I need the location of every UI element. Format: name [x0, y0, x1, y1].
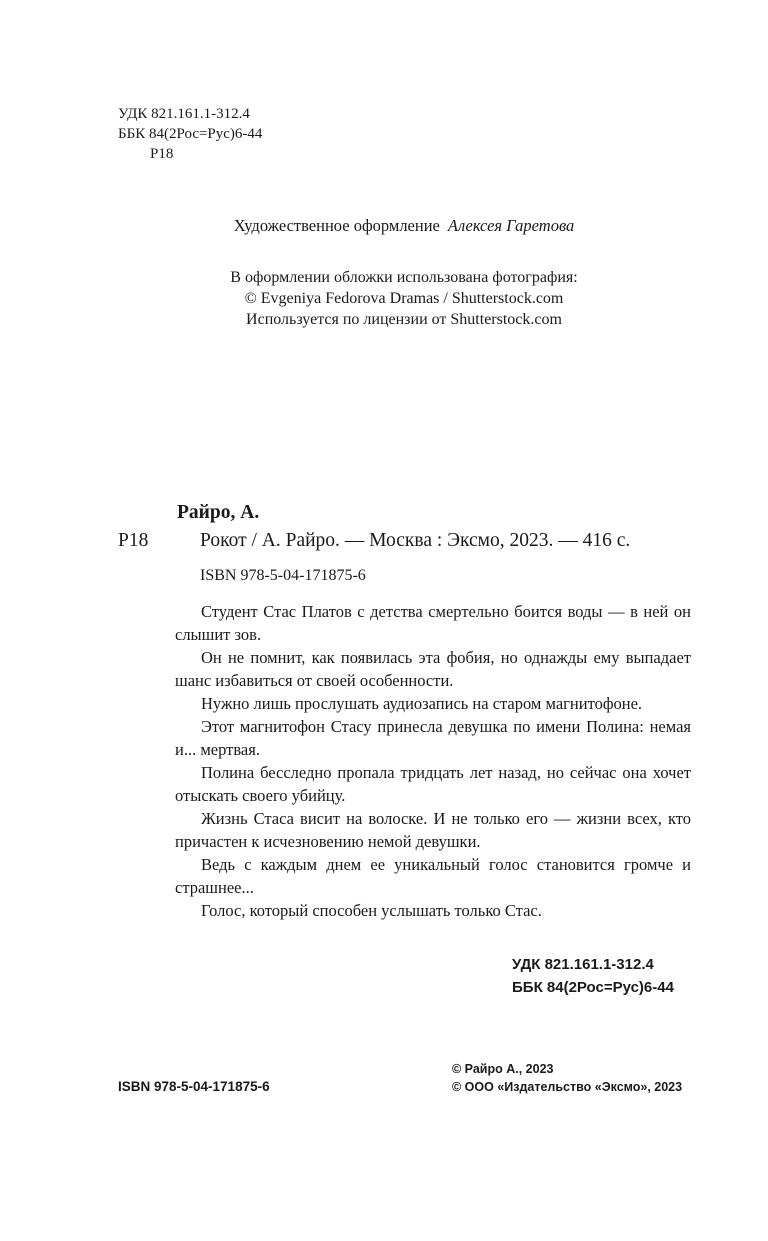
photo-credit-line-3: Используется по лицензии от Shutterstock.com [246, 311, 562, 328]
photo-credit-line-2: © Evgeniya Fedorova Dramas / Shutterstock.com [244, 290, 564, 307]
annotation-paragraph: Ведь с каждым днем ее уникальный голос становится громче и страшнее... [175, 855, 691, 897]
annotation-paragraph: Полина бесследно пропала тридцать лет назад, но сейчас она хочет отыскать своего убийцу. [175, 763, 691, 805]
annotation-paragraph: Голос, который способен услышать только Стас. [201, 901, 542, 920]
annotation-paragraph: Нужно лишь прослушать аудиозапись на старом магнитофоне. [201, 694, 643, 713]
design-credit [0, 215, 768, 237]
udk-code: УДК 821.161.1-312.4 [118, 106, 250, 122]
footer-isbn: ISBN 978-5-04-171875-6 [118, 1079, 270, 1094]
annotation-paragraph: Он не помнит, как появилась эта фобия, но однажды ему выпадает шанс избавиться от своей особенности. [175, 648, 691, 690]
copyright-block [452, 1060, 682, 1096]
bbk-code: ББК 84(2Рос=Рус)6-44 [118, 126, 263, 142]
copyright-publisher: © ООО «Издательство «Эксмо», 2023 [452, 1080, 683, 1094]
photo-credit-line-1: В оформлении обложки использована фотография: [230, 269, 578, 286]
photo-credit [0, 267, 768, 330]
author-name: Райро, А. [177, 502, 260, 523]
classification-codes [118, 104, 262, 164]
design-credit-label: Художественное оформление [233, 216, 440, 235]
bottom-classification-codes [512, 953, 674, 999]
annotation-paragraph: Этот магнитофон Стасу принесла девушка по имени Полина: немая и... мертвая. [175, 717, 691, 759]
bottom-bbk-code: ББК 84(2Рос=Рус)6-44 [512, 979, 674, 996]
annotation [175, 600, 691, 922]
design-credit-artist: Алексея Гаретова [447, 216, 575, 235]
bibliographic-author-mark: Р18 [118, 530, 149, 551]
annotation-paragraph: Студент Стас Платов с детства смертельно боится воды — в ней он слышит зов. [175, 602, 691, 644]
bibliographic-title: Рокот / А. Райро. — Москва : Эксмо, 2023. — 416 с. [200, 530, 631, 551]
author-mark: Р18 [150, 146, 174, 162]
bibliographic-isbn: ISBN 978-5-04-171875-6 [200, 567, 366, 584]
bottom-udk-code: УДК 821.161.1-312.4 [512, 956, 654, 973]
annotation-paragraph: Жизнь Стаса висит на волоске. И не только его — жизни всех, кто причастен к исчезновению немой девушки. [175, 809, 691, 851]
copyright-author: © Райро А., 2023 [452, 1062, 554, 1076]
